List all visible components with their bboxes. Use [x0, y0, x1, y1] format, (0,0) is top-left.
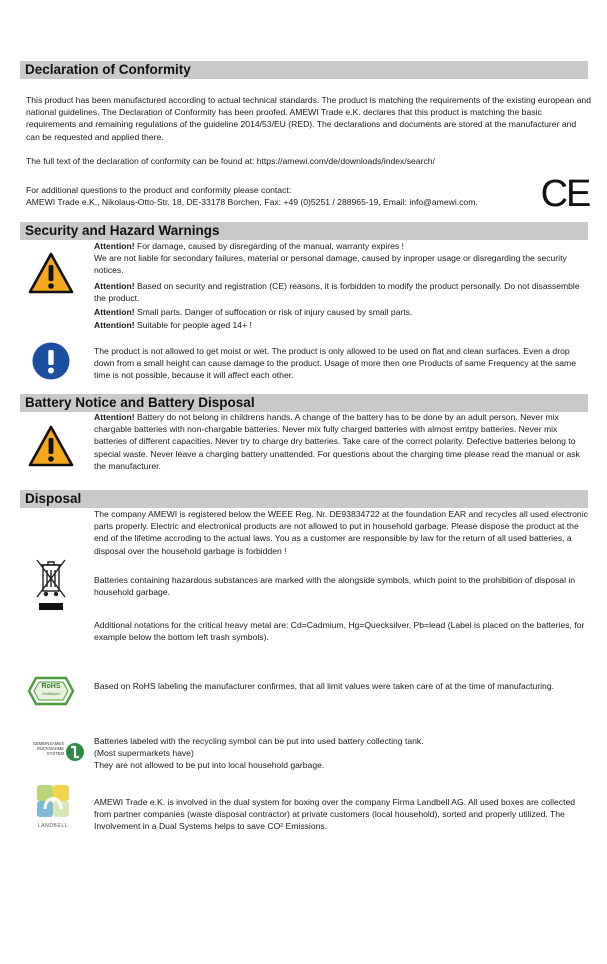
rohs-paragraph: Based on RoHS labeling the manufacturer confirmes, that all limit values were taken care of at the time of manufacturing. — [94, 681, 554, 691]
battery-heading: Battery Notice and Battery Disposal — [20, 394, 588, 412]
attention-label: Attention! — [94, 320, 135, 330]
landbell-paragraph: AMEWI Trade e.K. is involved in the dual system for boxing over the company Firma Landbell AG. All used boxes are collected from partner companies (waste disposal contractor) at private customers (local household), sorted and properly utilized. The Involvement in a Dual Systems helps to save CO² Emissions. — [94, 797, 576, 832]
rohs-label: RoHS — [41, 683, 61, 690]
rohs-icon — [26, 676, 76, 706]
heavy-metals-paragraph: Additional notations for the critical heavy metal are: Cd=Cadmium, Hg=Quecksilver, Pb=lead (Label is placed on the batteries, for example below the bottom left trash symbols). — [94, 620, 585, 643]
attention-label: Attention! — [94, 241, 135, 251]
contact-intro: For additional questions to the product and conformity please contact: — [26, 185, 292, 195]
warning-triangle-icon — [28, 252, 74, 294]
weee-paragraph: The company AMEWI is registered below the WEEE Reg. Nr. DE93834722 at the foundation EAR and recycles all used electronic parts properly. Electric and electronical products are not allowed to put in household garbage. Please dispose the product at the end of the lifetime accroding to the actual laws. You as a customer are responsible by law for the return of all used batteries, a disposal over the household garbage is forbidden ! — [94, 509, 588, 556]
contact-address: AMEWI Trade e.K., Nikolaus-Otto-Str. 18, DE-33178 Borchen, Fax: +49 (0)5251 / 288965-19, Email: info@amewi.com. — [26, 197, 478, 207]
info-circle-icon — [31, 341, 71, 381]
conformity-heading: Declaration of Conformity — [20, 61, 588, 79]
conformity-paragraph: This product has been manufactured according to actual technical standards. The product is matching the requirements of the existing european and national guidelines. The Declaration of Conformity has been proofed. AMEWI Trade e.K. declares that this product is matching the basic requirements and remaining regulations of the guideline 2014/53/EU (RED). The declarations and documents are stored at the manufacturer and can be requested and applied there. — [26, 95, 591, 142]
grs-label-2: RÜCKNAHME — [37, 746, 64, 752]
landbell-icon — [31, 785, 75, 835]
liability-notice: We are not liable for secondary failures, material or personal damage, caused by inproper usage or disregarding the security notices. — [94, 253, 567, 276]
rohs-sublabel: Zertifiziert — [42, 691, 60, 696]
disposal-heading: Disposal — [20, 490, 588, 508]
warning-triangle-icon — [28, 425, 74, 467]
attention-label: Attention! — [94, 281, 135, 291]
grs-paragraph: Batteries labeled with the recycling symbol can be put into used battery collecting tank. (Most supermarkets have) They are not allowed to be put into local household garbage. — [94, 736, 424, 771]
security-heading: Security and Hazard Warnings — [20, 222, 588, 240]
attention-label: Attention! — [94, 307, 135, 317]
usage-notice: The product is not allowed to get moist or wet. The product is only allowed to be used on flat and clean surfaces. Even a drop down from a small height can cause damage to the product. Usage of more then one Products of same Frequency at the same time is not possible, because it will affect each other. — [94, 346, 576, 381]
grs-label-1: GEMEINSAMES — [32, 741, 64, 746]
attention-label: Attention! — [94, 412, 135, 422]
crossed-bin-icon — [34, 557, 68, 613]
ce-mark-icon: CE — [540, 173, 590, 215]
security-warning-2: Attention! Based on security and registration (CE) reasons, it is forbidden to modify the product personally. Do not disassemble the product. — [94, 281, 580, 304]
security-warning-3: Attention! Small parts. Danger of suffocation or risk of injury caused by small parts. — [94, 307, 413, 317]
security-warning-1: Attention! For damage, caused by disregarding of the manual, warranty expires ! We are not liable for secondary failures, material or personal damage, caused by inproper usage or disregarding the security notices. — [94, 240, 588, 277]
grs-label-3: SYSTEM — [46, 751, 64, 757]
grs-icon — [22, 737, 84, 767]
hazardous-batteries-paragraph: Batteries containing hazardous substances are marked with the alongside symbols, which point to the prohibition of disposal in household garbage. — [94, 575, 576, 598]
conformity-link-paragraph: The full text of the declaration of conformity can be found at: https://amewi.com/de/downloads/index/search/ — [26, 156, 435, 166]
landbell-label: LANDBELL — [37, 823, 69, 829]
battery-notice: Attention! Battery do not belong in childrens hands. A change of the battery has to be done by an adult person. Never mix chargable batteries with non-chargable batteries. Never mix fully charged batteries with almost emtpy batteries. Never mix batteries of different capacities. Never try to charge dry batteries. Take care of the correct polarity. Defective batteries belong to special waste. Never leave a charging battery unattended. For questions about the charging time please read the manual or ask the manufacturer. — [94, 412, 580, 471]
security-warning-4: Attention! Suitable for people aged 14+ ! — [94, 320, 252, 330]
